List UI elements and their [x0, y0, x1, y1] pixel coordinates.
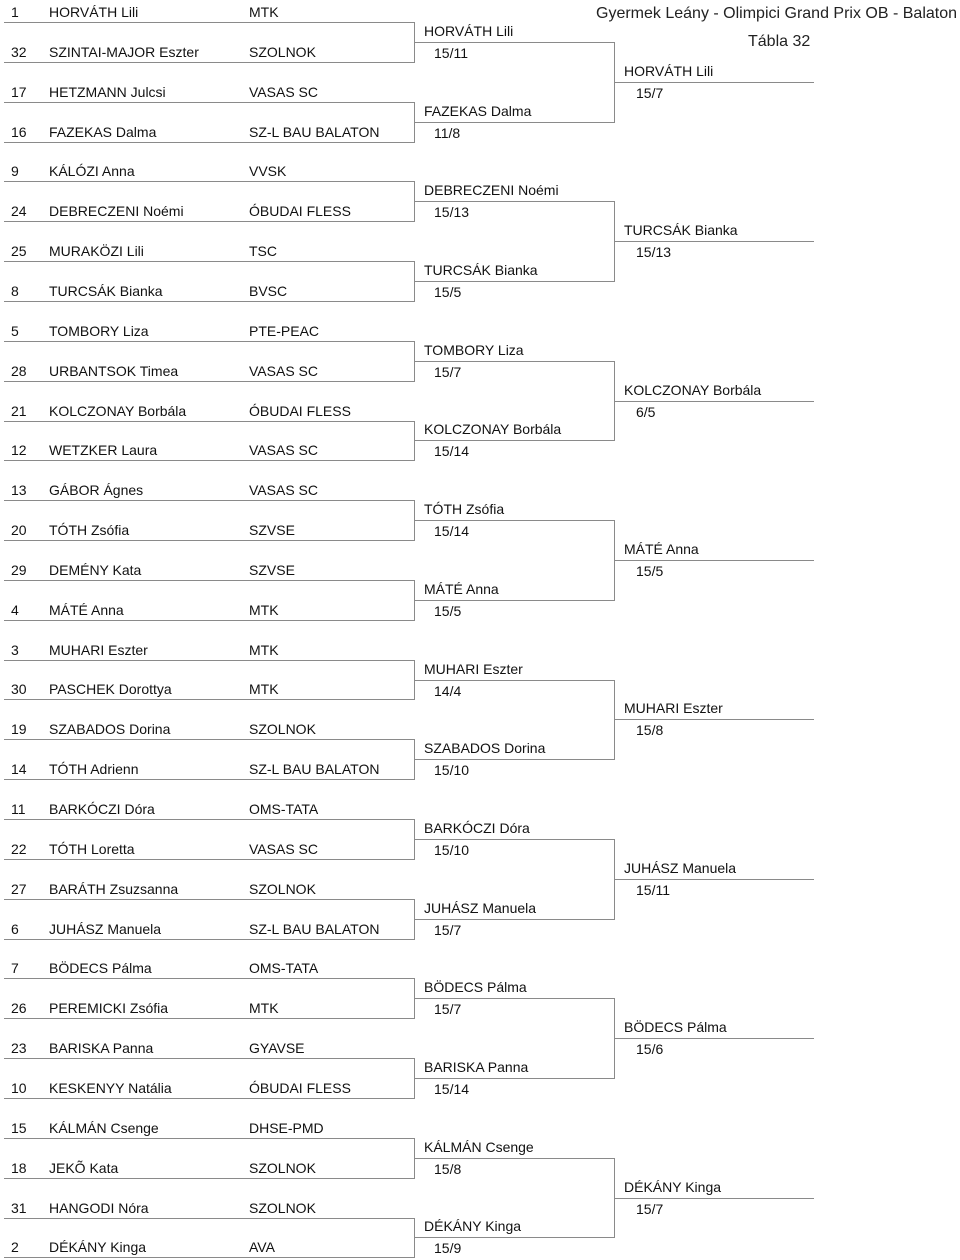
round16-score: 15/14	[434, 1081, 470, 1098]
quarterfinal-line	[614, 241, 814, 242]
draw-club: MTK	[249, 681, 279, 698]
draw-line	[4, 421, 414, 422]
round16-winner: TOMBORY Liza	[424, 341, 524, 358]
draw-club: VASAS SC	[249, 482, 318, 499]
draw-seed: 27	[11, 880, 27, 897]
draw-seed: 21	[11, 402, 27, 419]
draw-seed: 24	[11, 203, 27, 220]
quarterfinal-score: 15/11	[636, 881, 670, 898]
draw-seed: 28	[11, 362, 27, 379]
round16-score: 15/7	[434, 921, 462, 938]
draw-club: VASAS SC	[249, 840, 318, 857]
quarterfinal-line	[614, 719, 814, 720]
round16-line	[414, 1078, 614, 1079]
draw-club: MTK	[249, 601, 279, 618]
draw-name: JEKÕ Kata	[49, 1159, 119, 1176]
round16-line	[414, 520, 614, 521]
round16-score: 15/14	[434, 523, 470, 540]
draw-line	[4, 978, 414, 979]
draw-line	[4, 1178, 414, 1179]
quarterfinal-line	[614, 82, 814, 83]
draw-name: MURAKÖZI Lili	[49, 243, 144, 260]
draw-club: OMS-TATA	[249, 801, 319, 817]
draw-name: DÉKÁNY Kinga	[49, 1239, 147, 1256]
round16-score: 15/7	[434, 1001, 462, 1018]
draw-seed: 12	[11, 442, 27, 459]
round16-line	[414, 680, 614, 681]
round16-line	[414, 998, 614, 999]
draw-name: BARISKA Panna	[49, 1040, 154, 1057]
quarterfinal-winner: MUHARI Eszter	[624, 700, 723, 717]
draw-line	[4, 500, 414, 501]
round16-winner: TURCSÁK Bianka	[424, 262, 538, 279]
round16-score: 15/7	[434, 363, 462, 380]
draw-seed: 29	[11, 561, 27, 578]
round16-winner: BÖDECS Pálma	[424, 979, 527, 996]
draw-club: SZOLNOK	[249, 1199, 316, 1216]
round16-line	[414, 440, 614, 441]
round16-line	[414, 361, 614, 362]
draw-club: ÓBUDAI FLESS	[249, 1079, 351, 1096]
draw-seed: 16	[11, 123, 27, 140]
draw-seed: 23	[11, 1040, 27, 1057]
quarterfinal-line	[614, 1198, 814, 1199]
quarterfinal-score: 15/7	[636, 84, 664, 101]
round16-winner: FAZEKAS Dalma	[424, 102, 532, 119]
round16-score: 11/8	[434, 124, 461, 141]
round16-score: 15/10	[434, 841, 470, 858]
draw-line	[4, 1058, 414, 1059]
quarterfinal-score: 15/13	[636, 244, 672, 261]
draw-seed: 17	[11, 83, 27, 100]
quarterfinal-line	[614, 1038, 814, 1039]
draw-name: PEREMICKI Zsófia	[49, 1000, 169, 1017]
draw-seed: 13	[11, 482, 27, 499]
draw-club: SZ-L BAU BALATON	[249, 123, 380, 140]
draw-club: SZ-L BAU BALATON	[249, 920, 380, 937]
quarterfinal-winner: JUHÁSZ Manuela	[624, 859, 737, 876]
draw-seed: 18	[11, 1159, 27, 1176]
draw-seed: 14	[11, 761, 27, 778]
round16-line	[414, 759, 614, 760]
draw-line	[4, 341, 414, 342]
draw-club: BVSC	[249, 282, 288, 299]
draw-line	[4, 142, 414, 143]
quarterfinal-winner: HORVÁTH Lili	[624, 62, 714, 79]
draw-line	[4, 62, 414, 63]
draw-club: DHSE-PMD	[249, 1119, 324, 1136]
round16-line	[414, 600, 614, 601]
draw-seed: 25	[11, 243, 27, 260]
draw-seed: 4	[11, 601, 19, 618]
draw-line	[4, 1257, 414, 1258]
round16-score: 15/11	[434, 44, 468, 61]
draw-name: HETZMANN Julcsi	[49, 83, 166, 100]
draw-seed: 19	[11, 721, 27, 738]
draw-name: KÁLMÁN Csenge	[49, 1119, 159, 1136]
draw-name: KÁLÓZI Anna	[49, 163, 135, 180]
draw-seed: 8	[11, 282, 19, 299]
draw-line	[4, 859, 414, 860]
round16-line	[414, 122, 614, 123]
round16-score: 15/5	[434, 602, 462, 619]
draw-line	[4, 301, 414, 302]
draw-line	[4, 221, 414, 222]
draw-club: SZOLNOK	[249, 1159, 316, 1176]
quarterfinal-winner: DÉKÁNY Kinga	[624, 1178, 722, 1195]
draw-name: DEBRECZENI Noémi	[49, 203, 184, 220]
round16-winner: DÉKÁNY Kinga	[424, 1218, 522, 1235]
draw-line	[4, 660, 414, 661]
draw-line	[4, 699, 414, 700]
draw-name: TÓTH Zsófia	[49, 522, 130, 539]
draw-name: DEMÉNY Kata	[49, 561, 142, 578]
round16-line	[414, 1158, 614, 1159]
round16-line	[414, 42, 614, 43]
round16-winner: HORVÁTH Lili	[424, 22, 514, 39]
table-label: Tábla 32	[748, 33, 811, 50]
draw-line	[4, 1138, 414, 1139]
draw-line	[4, 939, 414, 940]
draw-club: MTK	[249, 641, 279, 658]
draw-name: TOMBORY Liza	[49, 322, 149, 339]
draw-line	[4, 1018, 414, 1019]
draw-line	[4, 779, 414, 780]
draw-seed: 3	[11, 641, 19, 658]
draw-name: GÁBOR Ágnes	[49, 482, 144, 499]
quarterfinal-winner: TURCSÁK Bianka	[624, 222, 738, 239]
draw-line	[4, 899, 414, 900]
round16-line	[414, 1237, 614, 1238]
draw-name: MÁTÉ Anna	[49, 601, 124, 618]
draw-name: HANGODI Nóra	[49, 1199, 149, 1216]
round16-winner: SZABADOS Dorina	[424, 740, 546, 757]
quarterfinal-line	[614, 401, 814, 402]
draw-seed: 32	[11, 43, 27, 60]
draw-seed: 22	[11, 840, 27, 857]
draw-name: KOLCZONAY Borbála	[49, 402, 187, 419]
draw-name: BÖDECS Pálma	[49, 960, 152, 977]
page-title: Gyermek Leány - Olimpici Grand Prix OB - Balaton	[596, 5, 958, 22]
draw-seed: 31	[11, 1199, 27, 1216]
draw-line	[4, 1098, 414, 1099]
draw-name: URBANTSOK Timea	[49, 362, 179, 379]
draw-club: SZOLNOK	[249, 721, 316, 738]
draw-club: SZ-L BAU BALATON	[249, 761, 380, 778]
draw-seed: 2	[11, 1239, 19, 1256]
round16-winner: KOLCZONAY Borbála	[424, 421, 562, 438]
round16-winner: DEBRECZENI Noémi	[424, 182, 559, 199]
draw-line	[4, 819, 414, 820]
quarterfinal-score: 15/6	[636, 1041, 664, 1058]
round16-winner: JUHÁSZ Manuela	[424, 899, 537, 916]
round16-score: 15/5	[434, 284, 462, 301]
quarterfinal-winner: MÁTÉ Anna	[624, 540, 699, 557]
draw-club: SZVSE	[249, 522, 295, 539]
quarterfinal-line	[614, 879, 814, 880]
draw-line	[4, 381, 414, 382]
draw-seed: 11	[11, 801, 26, 817]
draw-seed: 6	[11, 920, 19, 937]
draw-name: JUHÁSZ Manuela	[49, 920, 162, 937]
draw-seed: 26	[11, 1000, 27, 1017]
draw-name: KESKENYY Natália	[49, 1079, 172, 1096]
draw-name: TURCSÁK Bianka	[49, 282, 163, 299]
draw-name: TÓTH Adrienn	[49, 761, 139, 778]
round16-winner: TÓTH Zsófia	[424, 501, 505, 518]
draw-club: ÓBUDAI FLESS	[249, 402, 351, 419]
draw-line	[4, 460, 414, 461]
draw-seed: 1	[11, 4, 19, 20]
quarterfinal-score: 15/5	[636, 562, 664, 579]
round16-winner: BARISKA Panna	[424, 1059, 529, 1076]
round16-score: 14/4	[434, 682, 462, 699]
round16-score: 15/13	[434, 204, 470, 221]
draw-line	[4, 580, 414, 581]
quarterfinal-line	[614, 560, 814, 561]
draw-club: AVA	[249, 1239, 275, 1256]
draw-club: SZVSE	[249, 561, 295, 578]
draw-name: BARKÓCZI Dóra	[49, 801, 155, 817]
round16-score: 15/9	[434, 1240, 462, 1257]
quarterfinal-winner: KOLCZONAY Borbála	[624, 381, 762, 398]
draw-club: VASAS SC	[249, 83, 318, 100]
draw-line	[4, 620, 414, 621]
draw-seed: 30	[11, 681, 27, 698]
draw-club: SZOLNOK	[249, 43, 316, 60]
draw-line	[4, 181, 414, 182]
draw-line	[4, 102, 414, 103]
draw-club: TSC	[249, 243, 277, 260]
draw-seed: 20	[11, 522, 27, 539]
draw-line	[4, 22, 414, 23]
draw-seed: 7	[11, 960, 19, 977]
round16-score: 15/10	[434, 762, 470, 779]
draw-seed: 10	[11, 1079, 27, 1096]
draw-line	[4, 540, 414, 541]
round16-score: 15/14	[434, 443, 470, 460]
quarterfinal-score: 15/8	[636, 722, 664, 739]
draw-line	[4, 739, 414, 740]
draw-seed: 9	[11, 163, 19, 180]
draw-line	[4, 1218, 414, 1219]
round16-line	[414, 919, 614, 920]
draw-seed: 5	[11, 322, 19, 339]
draw-club: MTK	[249, 1000, 279, 1017]
round16-winner: MUHARI Eszter	[424, 660, 523, 677]
draw-club: OMS-TATA	[249, 960, 319, 977]
draw-name: SZABADOS Dorina	[49, 721, 171, 738]
round16-winner: KÁLMÁN Csenge	[424, 1138, 534, 1155]
draw-club: ÓBUDAI FLESS	[249, 203, 351, 220]
draw-club: VASAS SC	[249, 442, 318, 459]
draw-seed: 15	[11, 1119, 27, 1136]
draw-name: SZINTAI-MAJOR Eszter	[49, 43, 199, 60]
draw-name: MUHARI Eszter	[49, 641, 148, 658]
round16-line	[414, 201, 614, 202]
quarterfinal-winner: BÖDECS Pálma	[624, 1019, 727, 1036]
draw-club: SZOLNOK	[249, 880, 316, 897]
draw-club: VVSK	[249, 163, 287, 180]
round16-winner: MÁTÉ Anna	[424, 580, 499, 597]
draw-name: WETZKER Laura	[49, 442, 158, 459]
draw-name: HORVÁTH Lili	[49, 4, 139, 20]
draw-club: VASAS SC	[249, 362, 318, 379]
draw-name: BARÁTH Zsuzsanna	[49, 880, 179, 897]
round16-winner: BARKÓCZI Dóra	[424, 819, 530, 836]
round16-line	[414, 281, 614, 282]
quarterfinal-score: 15/7	[636, 1200, 664, 1217]
draw-club: GYAVSE	[249, 1040, 305, 1057]
quarterfinal-score: 6/5	[636, 403, 656, 420]
draw-club: MTK	[249, 4, 279, 20]
draw-name: PASCHEK Dorottya	[49, 681, 172, 698]
draw-club: PTE-PEAC	[249, 322, 320, 339]
draw-name: TÓTH Loretta	[49, 840, 135, 857]
draw-line	[4, 261, 414, 262]
draw-name: FAZEKAS Dalma	[49, 123, 157, 140]
round16-score: 15/8	[434, 1160, 462, 1177]
round16-line	[414, 839, 614, 840]
